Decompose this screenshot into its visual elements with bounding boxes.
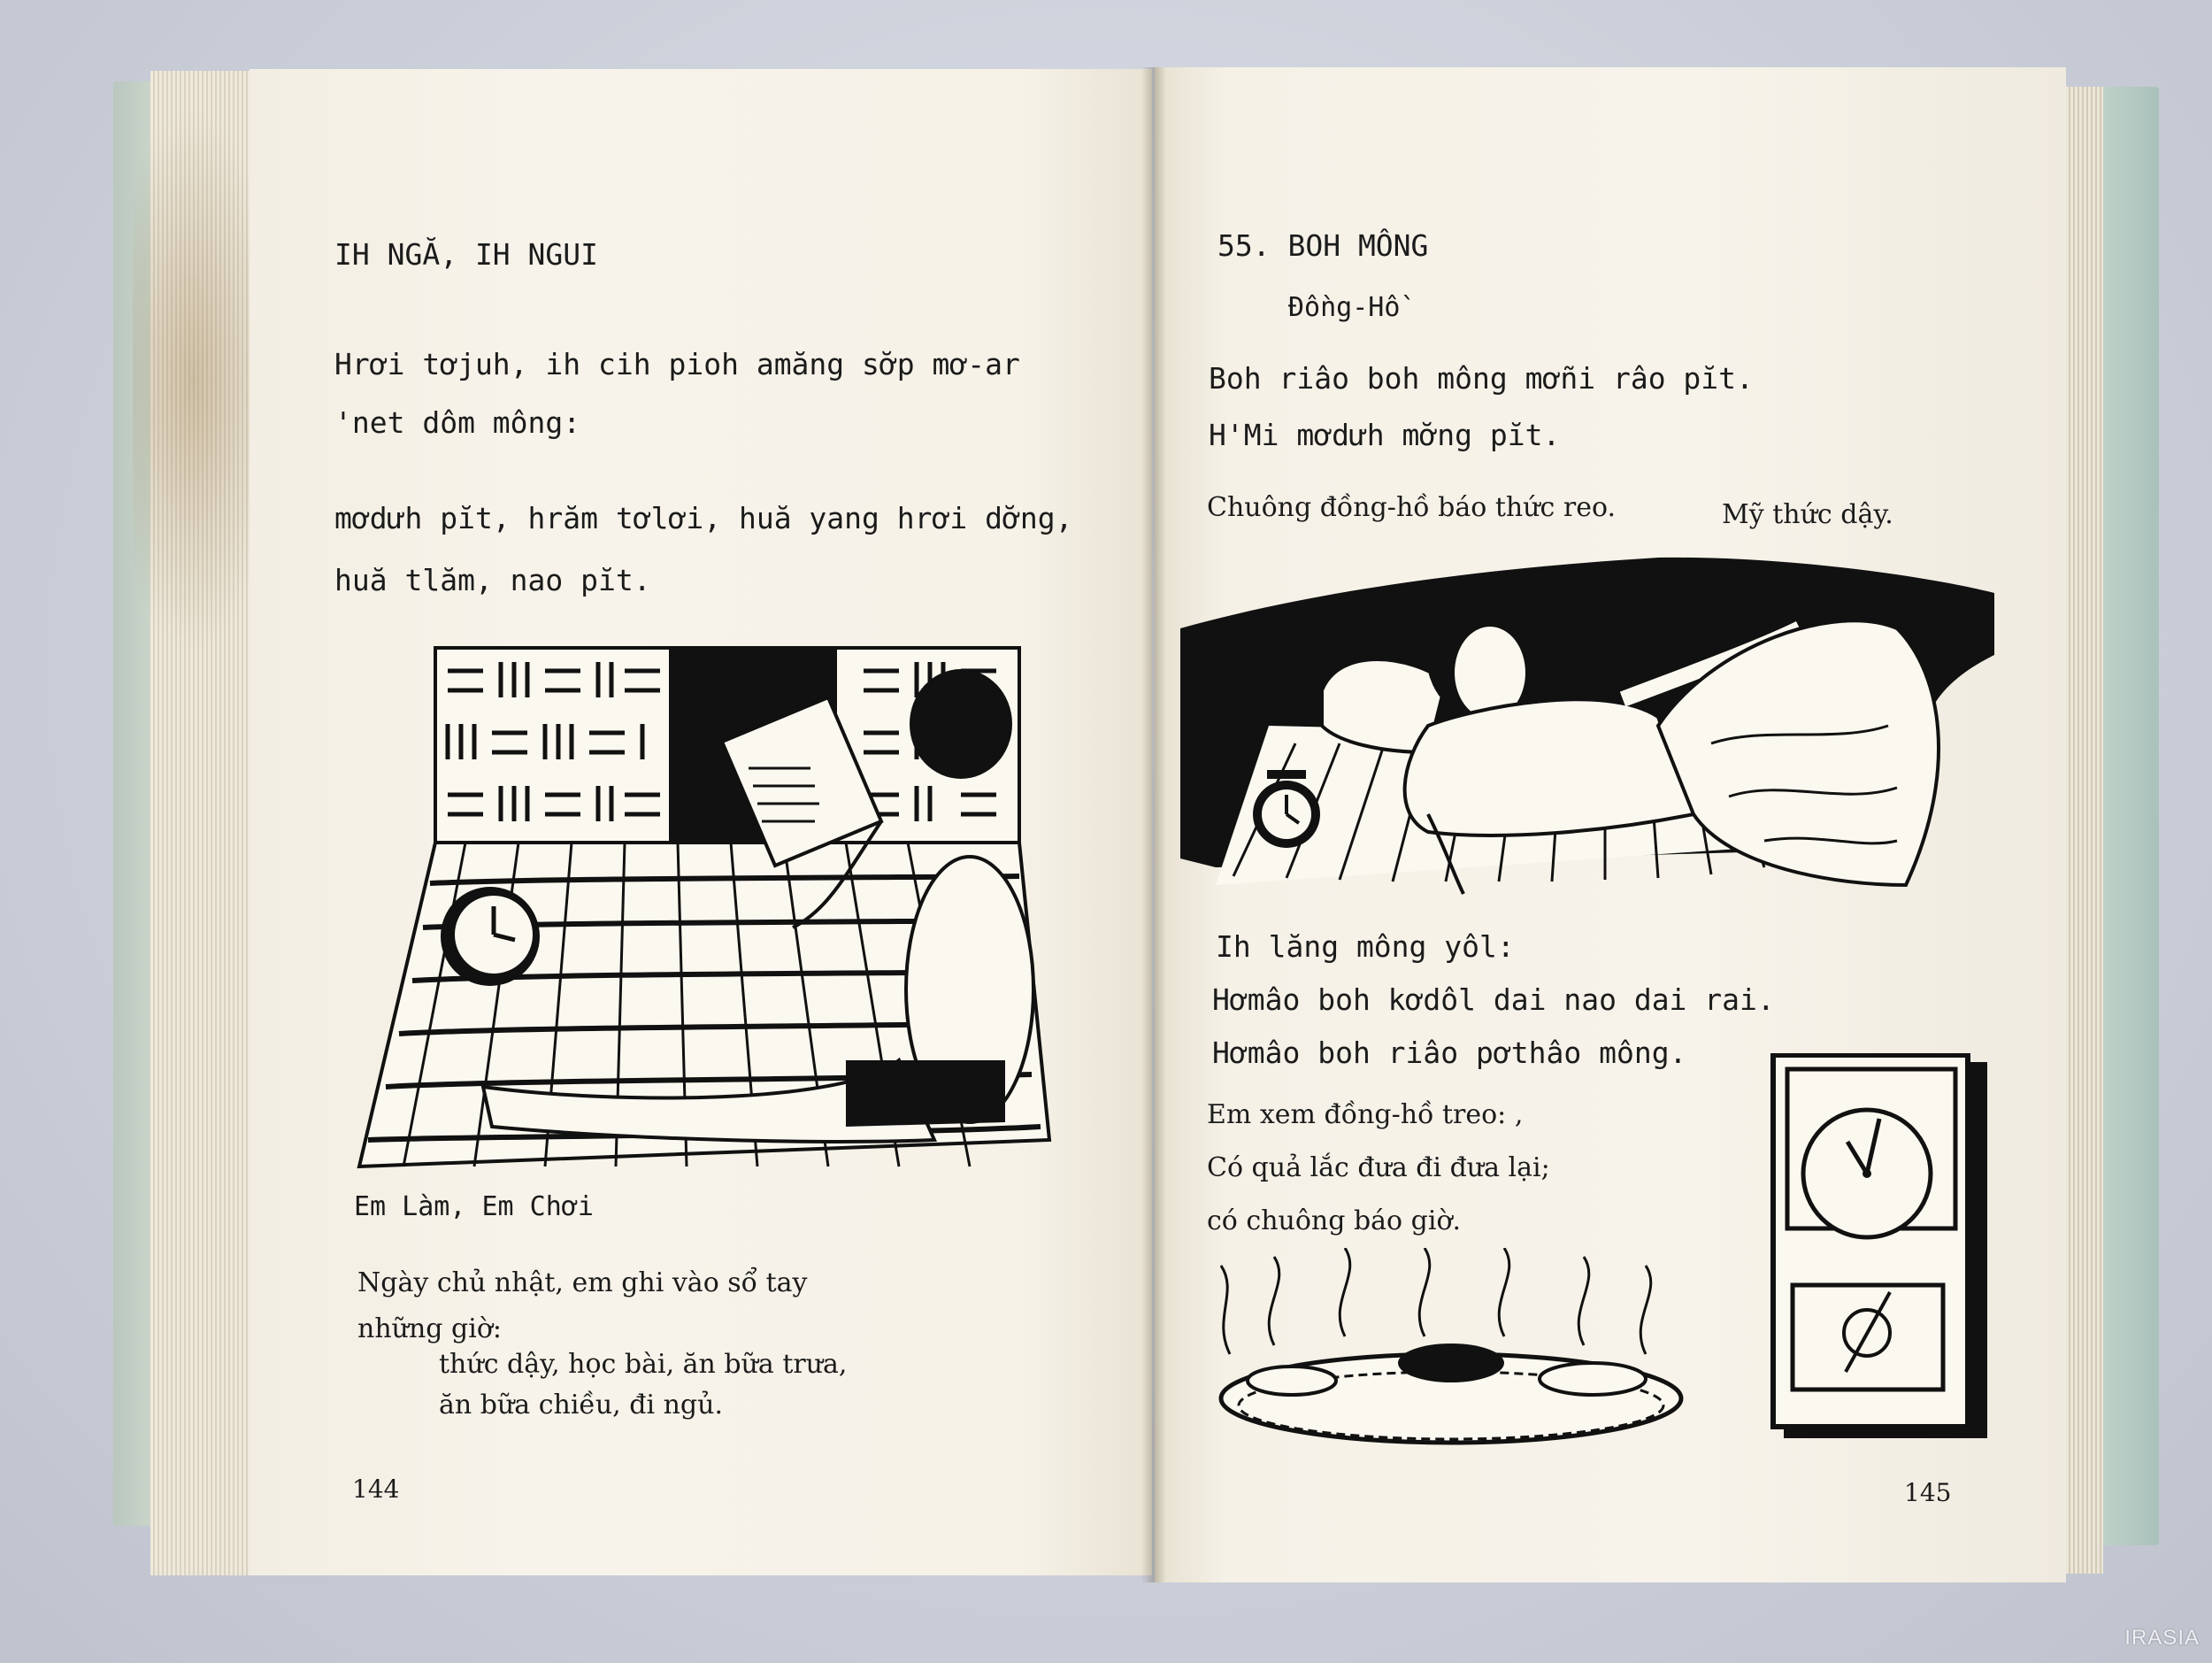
right-text-line-1: Boh riâo boh mông mơñi râo pĭt. <box>1209 361 1754 396</box>
right-text-line-4: Hơmâo boh kơdôl dai nao dai rai. <box>1212 982 1775 1017</box>
right-vn-line-3: có chuông báo giờ. <box>1207 1205 1462 1236</box>
left-vn-line-4: ăn bữa chiều, đi ngủ. <box>439 1390 723 1420</box>
left-vn-line-1: Ngày chủ nhật, em ghi vào sổ tay <box>357 1267 808 1298</box>
right-vn-line-2: Có quả lắc đưa đi đưa lại; <box>1207 1152 1550 1183</box>
right-text-line-2: H'Mi mơdưh mơ̆ng pĭt. <box>1209 418 1561 452</box>
left-text-line-3: mơdưh pĭt, hrăm tơlơi, huă yang hrơi dơ̆ng, <box>334 501 1073 535</box>
left-vn-line-2: những giờ: <box>357 1313 502 1344</box>
left-vn-line-3: thức dậy, học bài, ăn bữa trưa, <box>439 1349 848 1380</box>
right-page-number: 145 <box>1904 1478 1952 1507</box>
wall-clock-illustration <box>1766 1053 1993 1443</box>
left-page-title: IH NGĂ, IH NGUI <box>334 237 599 272</box>
right-vn-line-1: Em xem đồng-hồ treo: , <box>1207 1099 1524 1130</box>
girl-waking-illustration <box>1163 549 2003 912</box>
right-text-line-3: Ih lăng mông yôl: <box>1216 929 1515 964</box>
right-vn-caption-right: Mỹ thức dậy. <box>1722 499 1893 530</box>
left-illustration-caption: Em Làm, Em Chơi <box>354 1191 594 1222</box>
boy-studying-illustration <box>350 644 1101 1174</box>
left-text-line-4: huă tlăm, nao pĭt. <box>334 563 651 597</box>
left-text-line-1: Hrơi tơjuh, ih cih pioh amăng sơ̆p mơ-ar <box>334 347 1020 381</box>
left-page-number: 144 <box>352 1474 400 1504</box>
watermark-label: IRASIA <box>2124 1626 2200 1650</box>
right-text-line-5: Hơmâo boh riâo pơthâo mông. <box>1212 1036 1687 1070</box>
right-page-subtitle: Đồng-Hồ <box>1288 292 1401 323</box>
left-text-line-2: 'net dôm mông: <box>334 405 581 440</box>
food-tray-illustration <box>1203 1248 1699 1451</box>
right-vn-caption-left: Chuông đồng-hồ báo thức reo. <box>1207 492 1617 523</box>
right-page-title: 55. BOH MÔNG <box>1217 228 1429 263</box>
